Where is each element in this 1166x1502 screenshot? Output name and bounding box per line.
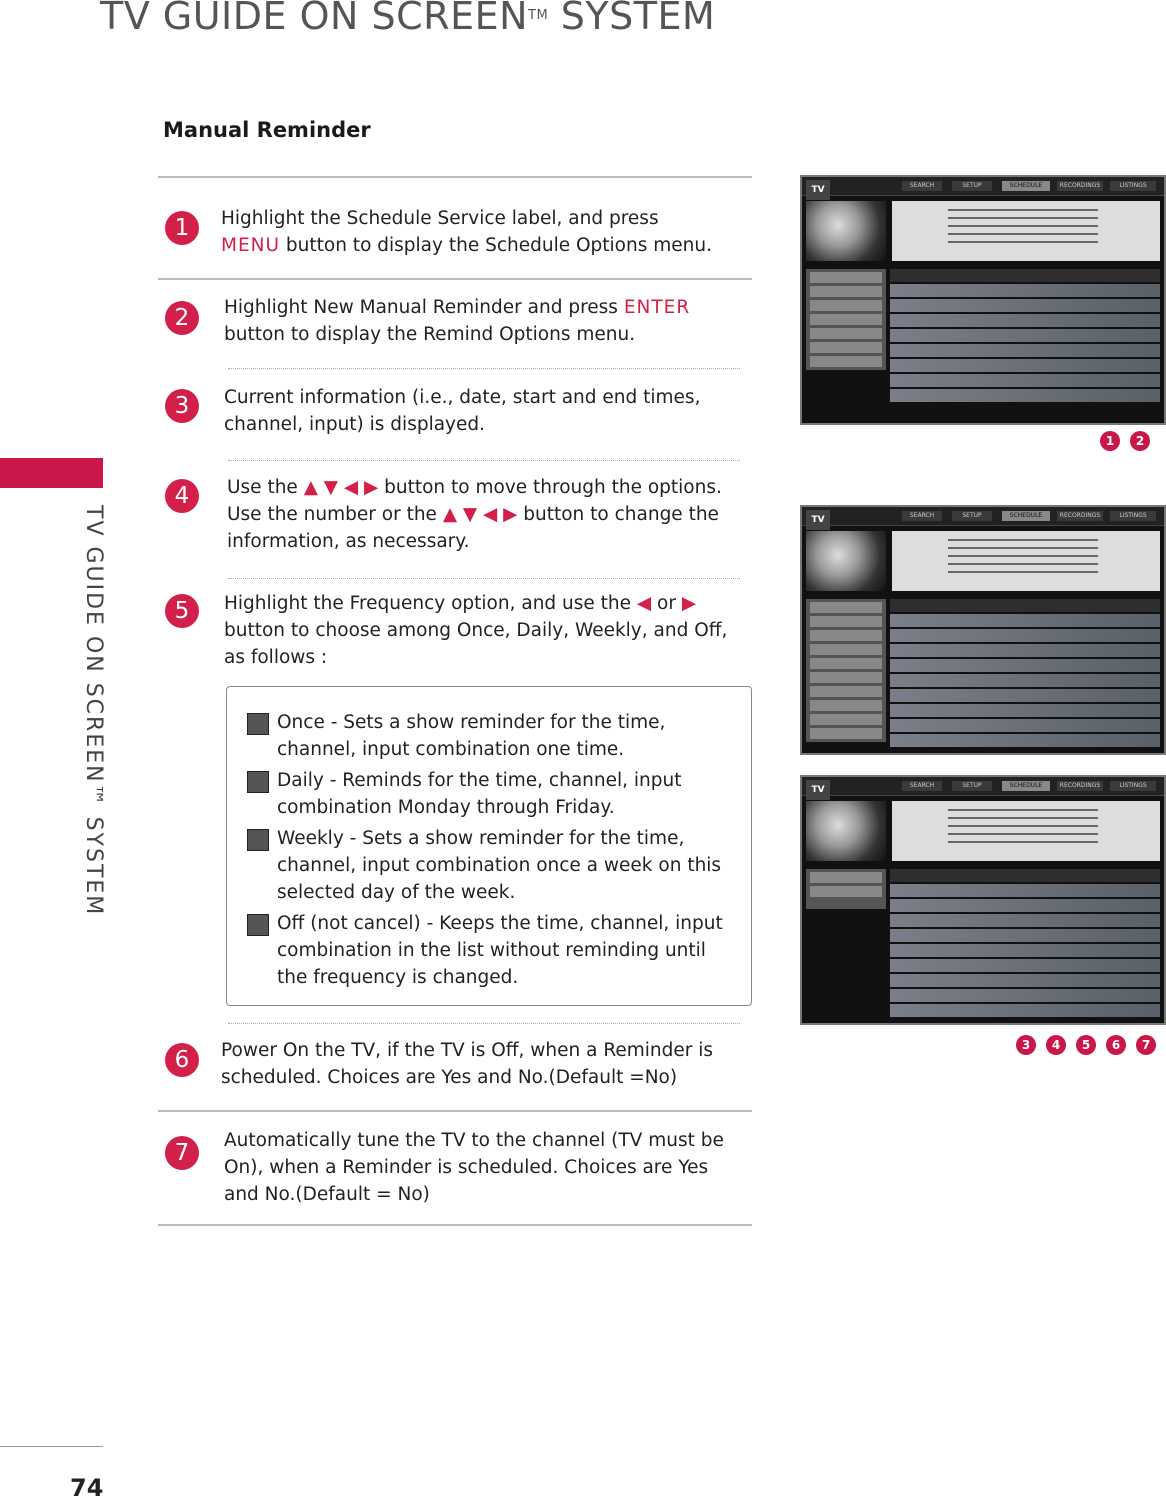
screen-options-menu xyxy=(806,869,886,909)
left-arrow-icon: ◀ xyxy=(636,593,652,614)
screen-schedule-list xyxy=(890,269,1160,404)
option-off-text: Off (not cancel) - Keeps the time, channel, input combination in the list without reminding until the frequency is changed. xyxy=(277,913,723,988)
step-number-7: 7 xyxy=(165,1136,199,1170)
page-number: 74 xyxy=(70,1474,104,1502)
enter-key-label: ENTER xyxy=(623,297,691,318)
step-5-mid: or xyxy=(651,593,682,614)
screen-tab: LISTINGS xyxy=(1110,781,1156,791)
screen-badges-2 xyxy=(1016,1034,1156,1055)
dotted-divider xyxy=(228,368,740,369)
screen-tab-active: SCHEDULE xyxy=(1002,781,1050,791)
screen-options-menu xyxy=(806,599,886,742)
screen-badge: 2 xyxy=(1130,431,1150,451)
screen-badges-1 xyxy=(1100,430,1150,451)
screen-tab: SETUP xyxy=(952,181,992,191)
off-icon xyxy=(247,914,269,936)
dotted-divider xyxy=(228,460,740,461)
divider xyxy=(158,1224,752,1226)
screen-badge: 3 xyxy=(1016,1035,1036,1055)
side-label-text: TV GUIDE ON SCREEN™ SYSTEM xyxy=(81,505,106,917)
right-arrow-icon: ▶ xyxy=(681,593,697,614)
footer-rule xyxy=(0,1446,103,1447)
tv-screen-remind-options xyxy=(800,505,1166,755)
trademark-mark: TM xyxy=(528,8,549,23)
option-weekly xyxy=(247,825,727,906)
step-3-text: Current information (i.e., date, start and end times, channel, input) is displayed. xyxy=(224,387,701,435)
option-once-text: Once - Sets a show reminder for the time, channel, input combination one time. xyxy=(277,712,666,760)
step-1-pre: Highlight the Schedule Service label, and press xyxy=(221,208,659,229)
screen-photo xyxy=(806,801,886,861)
screen-tab: RECORDINGS xyxy=(1057,781,1103,791)
screen-options-menu xyxy=(806,269,886,370)
weekly-icon xyxy=(247,829,269,851)
screen-tab: LISTINGS xyxy=(1110,181,1156,191)
screen-tab: LISTINGS xyxy=(1110,511,1156,521)
tv-screen-schedule-options xyxy=(800,175,1166,425)
step-number-2: 2 xyxy=(165,301,199,335)
step-7-text: Automatically tune the TV to the channel (TV must be On), when a Reminder is scheduled. Choices are Yes and No.(Default = No) xyxy=(224,1130,724,1205)
step-2-text xyxy=(224,294,734,348)
step-1-text xyxy=(221,205,721,259)
step-number-6: 6 xyxy=(165,1043,199,1077)
tv-guide-logo: TV xyxy=(806,180,830,200)
screen-tab: SETUP xyxy=(952,511,992,521)
tv-guide-logo: TV xyxy=(806,780,830,800)
screen-tab-bar xyxy=(802,177,1164,196)
step-4-line2-pre: Use the number or the xyxy=(227,504,443,525)
screen-tab-bar xyxy=(802,507,1164,526)
divider xyxy=(158,176,752,178)
screen-tab: RECORDINGS xyxy=(1057,181,1103,191)
step-4-text xyxy=(227,474,732,555)
step-4-line1-post: button to move through the options. xyxy=(378,477,722,498)
screen-info-panel xyxy=(892,801,1160,861)
frequency-options-box xyxy=(226,686,752,1006)
screen-tab: SEARCH xyxy=(902,181,942,191)
arrow-keys-icon: ▲ ▼ ◀ ▶ xyxy=(303,477,379,498)
step-number-4: 4 xyxy=(165,479,199,513)
screen-tab-active: SCHEDULE xyxy=(1002,181,1050,191)
screen-schedule-list xyxy=(890,599,1160,749)
screen-tab: RECORDINGS xyxy=(1057,511,1103,521)
tv-guide-logo: TV xyxy=(806,510,830,530)
side-tab-marker xyxy=(0,458,103,488)
step-2-post: button to display the Remind Options menu. xyxy=(224,324,636,345)
option-weekly-text: Weekly - Sets a show reminder for the time, channel, input combination once a week on this selected day of the week. xyxy=(277,828,722,903)
step-4-line1-pre: Use the xyxy=(227,477,304,498)
header-title-suffix: SYSTEM xyxy=(548,0,716,38)
daily-icon xyxy=(247,771,269,793)
menu-key-label: MENU xyxy=(221,235,281,256)
step-2-pre: Highlight New Manual Reminder and press xyxy=(224,297,624,318)
option-daily-text: Daily - Reminds for the time, channel, input combination Monday through Friday. xyxy=(277,770,682,818)
screen-badge: 4 xyxy=(1046,1035,1066,1055)
screen-info-panel xyxy=(892,531,1160,591)
step-number-3: 3 xyxy=(165,389,199,423)
arrow-keys-icon: ▲ ▼ ◀ ▶ xyxy=(442,504,518,525)
option-daily xyxy=(247,767,727,821)
screen-photo xyxy=(806,531,886,591)
divider xyxy=(158,278,752,280)
dotted-divider xyxy=(228,1023,740,1024)
screen-tab: SETUP xyxy=(952,781,992,791)
header-title-text: TV GUIDE ON SCREEN xyxy=(100,0,529,38)
page-header-title xyxy=(100,0,715,38)
step-5-text xyxy=(224,590,734,671)
screen-info-panel xyxy=(892,201,1160,261)
screen-tab-active: SCHEDULE xyxy=(1002,511,1050,521)
side-label xyxy=(78,505,108,917)
once-icon xyxy=(247,713,269,735)
step-6-text: Power On the TV, if the TV is Off, when a Reminder is scheduled. Choices are Yes and No.(Default =No) xyxy=(221,1040,714,1088)
screen-tab-bar xyxy=(802,777,1164,796)
screen-photo xyxy=(806,201,886,261)
step-4-line2-post: button to change the information, as necessary. xyxy=(227,504,719,552)
option-off xyxy=(247,910,727,991)
screen-schedule-list xyxy=(890,869,1160,1019)
step-number-1: 1 xyxy=(165,211,199,245)
divider xyxy=(158,1110,752,1112)
step-5-pre: Highlight the Frequency option, and use the xyxy=(224,593,637,614)
dotted-divider xyxy=(228,578,740,579)
step-1-post: button to display the Schedule Options menu. xyxy=(280,235,712,256)
step-number-5: 5 xyxy=(165,594,199,628)
screen-badge: 6 xyxy=(1106,1035,1126,1055)
step-5-post: button to choose among Once, Daily, Weekly, and Off, as follows : xyxy=(224,620,728,668)
screen-badge: 7 xyxy=(1136,1035,1156,1055)
screen-tab: SEARCH xyxy=(902,511,942,521)
screen-tab: SEARCH xyxy=(902,781,942,791)
tv-screen-frequency xyxy=(800,775,1166,1025)
section-title: Manual Reminder xyxy=(163,118,371,142)
option-once xyxy=(247,709,727,763)
screen-badge: 1 xyxy=(1100,431,1120,451)
screen-badge: 5 xyxy=(1076,1035,1096,1055)
